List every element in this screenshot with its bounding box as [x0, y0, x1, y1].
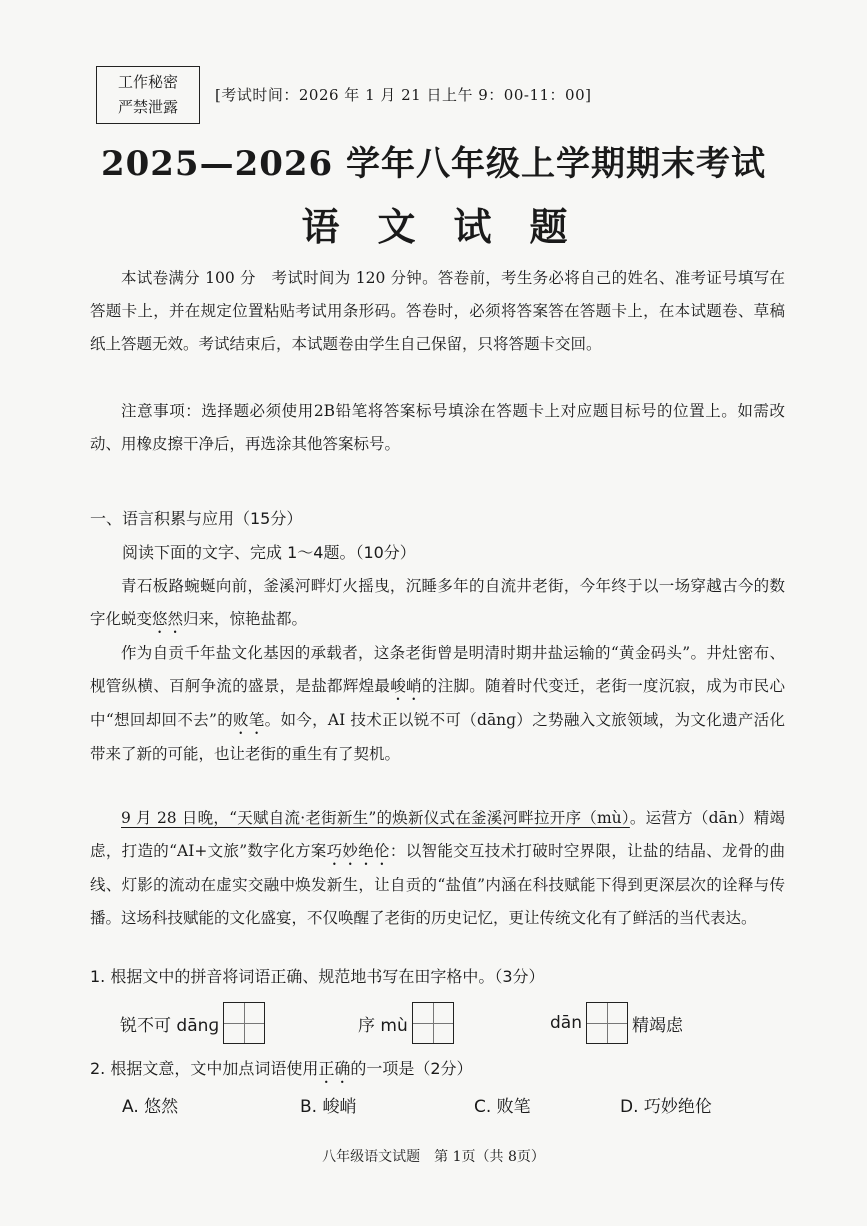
passage-text: 归来，惊艳盐都。	[183, 610, 308, 628]
tian-grid-box[interactable]	[586, 1002, 628, 1044]
word-suffix: 精竭虑	[631, 1015, 683, 1036]
dotted-word: 正确	[318, 1059, 351, 1078]
question-2-stem	[90, 1056, 473, 1087]
stem-text: 的一项是（2分）	[350, 1059, 473, 1078]
section-heading: 一、语言积累与应用（15分）	[90, 509, 303, 528]
grid-item-3	[550, 1000, 683, 1046]
passage-paragraph-1	[90, 570, 785, 637]
secret-line1: 工作秘密	[117, 73, 178, 91]
pinyin-label: 锐不可 dānɡ	[120, 1015, 220, 1036]
passage-text: 作为自贡千年盐文化基因的承载者，这条老街曾是明清时期井盐运输的“黄金码头”。井灶密布、枧管纵横、百舸争流的盛景，是盐都辉煌最	[90, 644, 785, 695]
page-subtitle: 语文试题	[301, 205, 606, 249]
writing-grid-row	[0, 1000, 867, 1046]
passage-text: 。如今，AI 技术正以锐不可（dānɡ）之势融入文旅领域，为文化遗产活化带来了新的可能，也让老街的重生有了契机。	[90, 711, 785, 763]
tian-grid-box[interactable]	[412, 1002, 454, 1044]
passage-text: 。运营方（dān）精竭虑，打造的“AI+文旅”数字化方案	[90, 809, 785, 860]
passage-paragraph-2	[90, 637, 785, 771]
underlined-sentence: 9 月 28 日晚，“天赋自流·老街新生”的焕新仪式在釜溪河畔拉开序（mù）	[121, 809, 630, 827]
passage-paragraph-3	[90, 802, 785, 935]
instructions-paragraph-1: 本试卷满分 100 分 考试时间为 120 分钟。答卷前，考生务必将自己的姓名、准考证号填写在答题卡上，并在规定位置粘贴考试用条形码。答卷时，必须将答案答在答题卡上，在本试题卷、草稿纸上答题无效。考试结束后，本试题卷由学生自己保留，只将答题卡交回。	[90, 269, 785, 353]
grid-item-2	[358, 1000, 458, 1046]
page-title: 2025—2026 学年八年级上学期期末考试	[100, 144, 767, 184]
pinyin-label: dān	[550, 1013, 582, 1033]
pinyin-label: 序 mù	[358, 1015, 408, 1036]
option-b[interactable]: B. 峻峭	[300, 1097, 357, 1117]
dotted-word: 峻峭	[390, 677, 422, 695]
question-1-stem: 1. 根据文中的拼音将词语正确、规范地书写在田字格中。（3分）	[90, 967, 545, 986]
passage-text: ：以智能交互技术打破时空界限，让盐的结晶、龙骨的曲线、灯影的流动在虚实交融中焕发新生，让自贡的“盐值”内涵在科技赋能下得到更深层次的诠释与传播。这场科技赋能的文化盛宴，不仅唤醒了老街的历史记忆，更让传统文化有了鲜活的当代表达。	[90, 842, 785, 927]
passage-text: 的注脚。随着时代变迁，老街一度沉寂，成为市民心中“想回却回不去”的	[90, 677, 785, 729]
instructions-paragraph-2: 注意事项：选择题必须使用2B铅笔将答案标号填涂在答题卡上对应题目标号的位置上。如需改动、用橡皮擦干净后，再选涂其他答案标号。	[90, 402, 785, 453]
dotted-word: 败笔	[233, 711, 265, 729]
exam-time: [考试时间：2026 年 1 月 21 日上午 9：00-11：00]	[215, 86, 592, 104]
dotted-word: 悠然	[152, 610, 184, 628]
tian-grid-box[interactable]	[223, 1002, 265, 1044]
secret-line2: 严禁泄露	[117, 98, 178, 116]
page-footer: 八年级语文试题 第 1页（共 8页）	[322, 1149, 545, 1165]
reading-prompt: 阅读下面的文字、完成 1～4题。（10分）	[122, 543, 416, 562]
option-d[interactable]: D. 巧妙绝伦	[620, 1097, 712, 1117]
stem-text: 2. 根据文意，文中加点词语使用	[90, 1059, 319, 1078]
option-c[interactable]: C. 败笔	[474, 1097, 531, 1117]
confidential-stamp	[96, 66, 200, 124]
option-a[interactable]: A. 悠然	[122, 1097, 179, 1117]
grid-item-1	[120, 1000, 269, 1046]
dotted-word: 巧妙绝伦	[326, 842, 390, 860]
passage-text: 青石板路蜿蜒向前，釜溪河畔灯火摇曳，沉睡多年的自流井老街，今年终于以一场穿越古今的数字化蜕变	[90, 577, 785, 628]
